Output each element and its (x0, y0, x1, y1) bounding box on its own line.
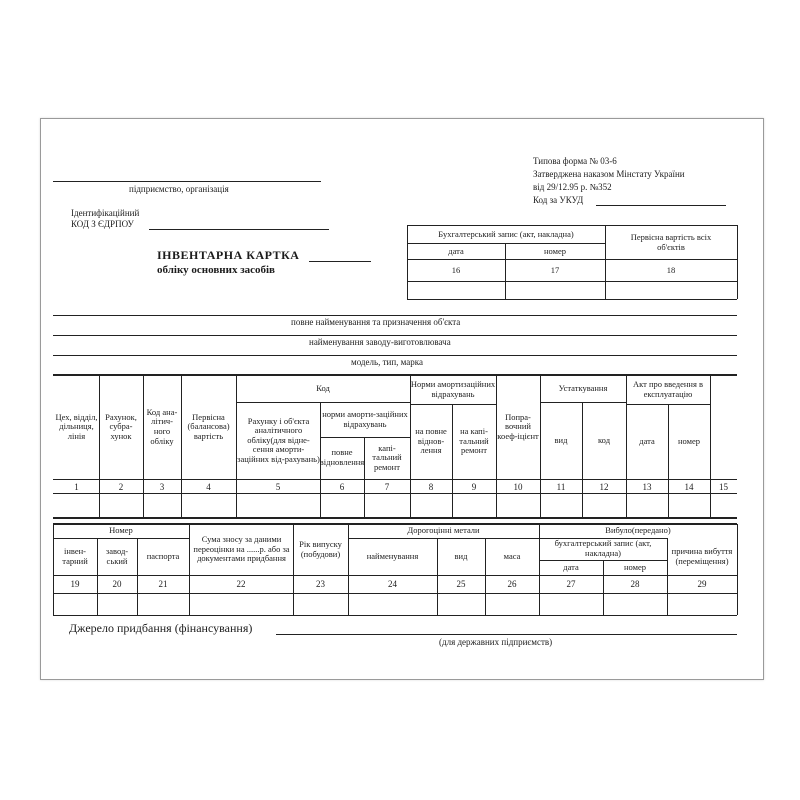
funding-source-label: Джерело придбання (фінансування) (69, 621, 253, 635)
col-number-11: 11 (556, 482, 566, 492)
col-correction-coef: Попра-вочний коеф-іцієнт (497, 411, 539, 441)
model-line[interactable] (53, 355, 737, 356)
funding-source-line[interactable] (276, 634, 737, 635)
col-number-7: 7 (384, 482, 390, 492)
col-workshop: Цех, відділ, дільниця, лінія (55, 411, 98, 441)
manufacturer-caption: найменування заводу-виготовлювача (309, 337, 451, 347)
enterprise-line[interactable] (53, 181, 321, 182)
col-norm-full-renewal: на повне віднов-лення (415, 426, 447, 456)
col-inventory-number: інвен-тарний (62, 545, 88, 566)
main-table-entry-row[interactable] (54, 494, 736, 516)
col-number-23: 23 (316, 579, 325, 589)
col-number-13: 13 (642, 482, 652, 492)
col-number-15: 15 (719, 482, 728, 492)
col-analytic-code: Код ана-літич-ного обліку (146, 406, 178, 446)
manufacturer-line[interactable] (53, 335, 737, 336)
col-number-18: 18 (666, 264, 676, 275)
record-number-header: номер (543, 245, 567, 256)
col-number-27: 27 (566, 579, 576, 589)
col-number-2: 2 (118, 482, 124, 492)
col-number-1: 1 (74, 482, 79, 492)
col-number-26: 26 (507, 579, 517, 589)
col-number-25: 25 (456, 579, 466, 589)
card-number-line[interactable] (309, 261, 371, 262)
inventory-card-form (40, 118, 764, 680)
col-capital-repair: капі-тальний ремонт (372, 442, 402, 472)
col-norm-capital-repair: на капі-тальний ремонт (459, 426, 489, 456)
ukud-label: Код за УКУД (533, 195, 584, 205)
col-number-9: 9 (471, 482, 477, 492)
col-number-20: 20 (112, 579, 122, 589)
col-metal-name: найменування (366, 550, 419, 561)
retired-header: Вибуло(передано) (605, 525, 671, 536)
col-number-21: 21 (158, 579, 168, 589)
commission-act-header: Акт про введення в експлуатацію (632, 378, 704, 399)
col-number-3: 3 (159, 482, 165, 492)
ident-label-2: КОД З ЄДРПОУ (71, 219, 134, 229)
model-caption: модель, тип, марка (351, 357, 424, 367)
col-number-8: 8 (428, 482, 434, 492)
equipment-header: Устаткування (558, 382, 608, 393)
col-number-17: 17 (550, 264, 560, 275)
card-title: ІНВЕНТАРНА КАРТКА (157, 248, 300, 262)
col-passport-number: паспорта (146, 550, 180, 561)
col-metal-type: вид (454, 550, 468, 561)
bottom-table-entry-row[interactable] (54, 594, 736, 614)
col-number-22: 22 (236, 579, 246, 589)
col-number-24: 24 (388, 579, 397, 589)
col-number-12: 12 (599, 482, 609, 492)
initial-value-cell[interactable] (605, 282, 737, 299)
col-account: Рахунок, субра-хунок (105, 411, 137, 441)
precious-metals-header: Дорогоцінні метали (407, 525, 480, 536)
col-number-6: 6 (339, 482, 345, 492)
ident-label-1: Ідентифікаційний (71, 208, 140, 218)
col-factory-number: завод-ський (105, 545, 129, 566)
approval-date: від 29/12.95 р. №352 (533, 182, 612, 192)
col-number-14: 14 (684, 482, 694, 492)
col-number-19: 19 (70, 579, 80, 589)
col-initial-value: Первісна (балансова) вартість (187, 411, 230, 441)
record-date-cell[interactable] (407, 282, 505, 299)
col-retired-number: номер (623, 561, 647, 572)
col-retire-reason: причина вибуття (переміщення) (671, 545, 733, 566)
amort-norms-subheader: норми аморти-заційних відрахувань (322, 408, 408, 429)
form-number: Типова форма № 03-6 (533, 156, 617, 166)
col-equipment-code: код (597, 434, 611, 445)
col-retired-date: дата (563, 561, 579, 572)
full-name-line[interactable] (53, 315, 737, 316)
card-subtitle: обліку основних засобів (157, 264, 275, 276)
number-group-header: Номер (109, 525, 133, 536)
funding-source-note: (для державних підприємств) (439, 637, 553, 647)
full-name-caption: повне найменування та призначення об'єкта (291, 317, 461, 327)
enterprise-caption: підприємство, організація (129, 184, 229, 194)
record-number-cell[interactable] (505, 282, 605, 299)
accounting-record-header: Бухгалтерський запис (акт, накладна) (438, 228, 574, 239)
col-act-number: номер (677, 435, 701, 446)
col-number-4: 4 (206, 482, 211, 492)
col-number-29: 29 (697, 579, 707, 589)
col-depreciation-sum: Сума зносу за даними переоцінки на ......р. або за документами придбання (193, 534, 290, 564)
col-number-10: 10 (513, 482, 523, 492)
col-metal-mass: маса (503, 550, 521, 561)
ukud-line[interactable] (596, 205, 726, 206)
approval-note: Затверджена наказом Мінстату України (533, 169, 685, 179)
col-analytic-account: Рахунку і об'єкта аналітичного обліку(для відне-сення аморти-заційних від-рахувань) (237, 415, 320, 464)
col-manufacture-year: Рік випуску (побудови) (299, 538, 342, 559)
col-number-5: 5 (275, 482, 281, 492)
col-number-28: 28 (630, 579, 640, 589)
amort-norms-header: Норми амортизаційних відрахувань (410, 378, 496, 399)
col-number-16: 16 (451, 264, 461, 275)
record-date-header: дата (448, 245, 464, 256)
col-full-renewal: повне відновлення (319, 447, 365, 467)
retired-record-header: бухгалтерський запис (акт, накладна) (554, 538, 652, 558)
kod-group-header: Код (316, 382, 330, 393)
col-equipment-type: вид (554, 434, 568, 445)
initial-value-header: Первісна вартість всіх об'єктів (630, 231, 712, 252)
edrpou-line[interactable] (149, 229, 329, 230)
col-act-date: дата (639, 435, 655, 446)
